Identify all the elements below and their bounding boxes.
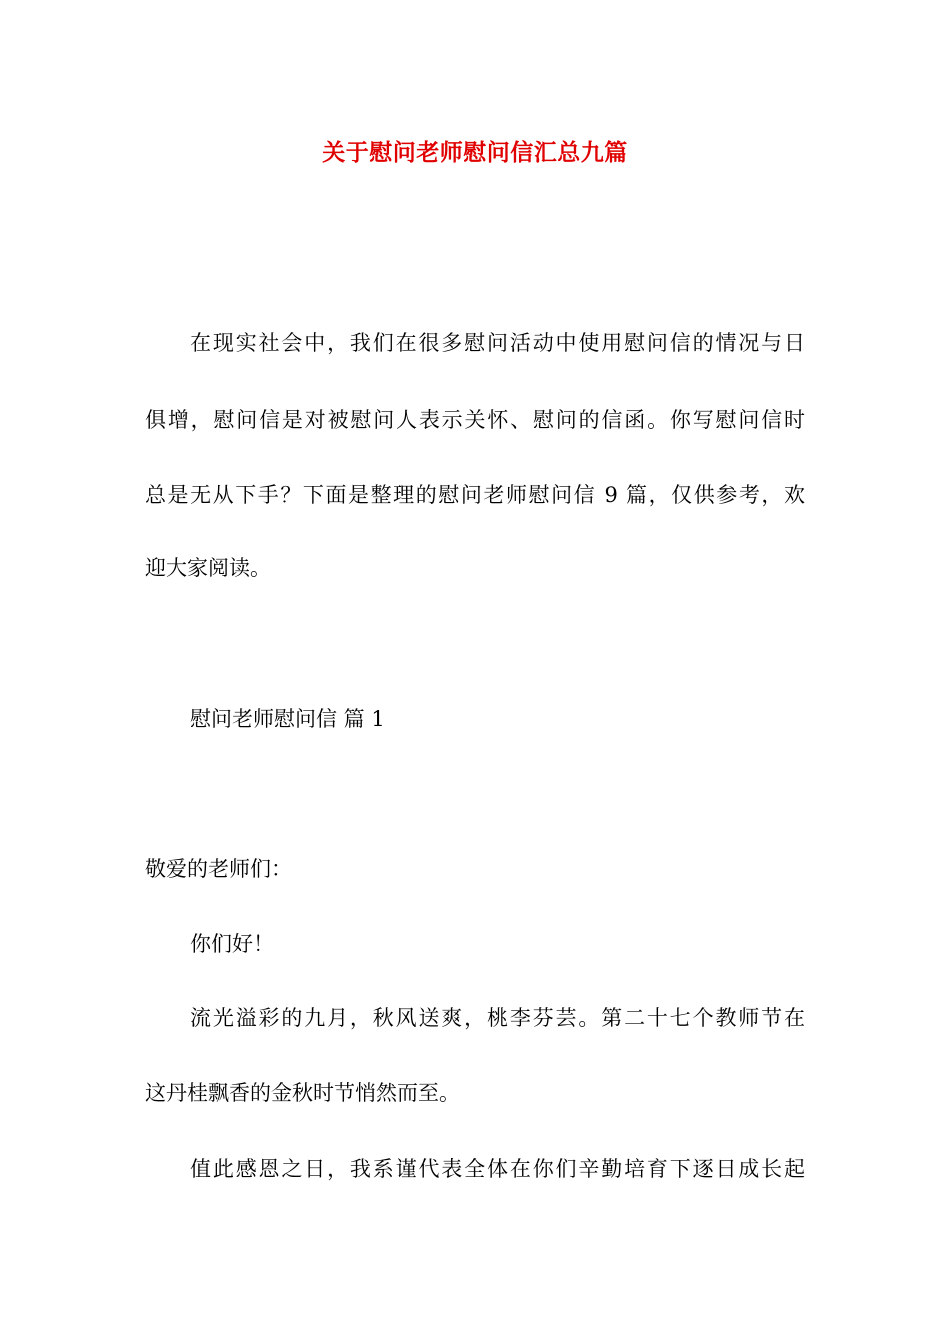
intro-line-2: 俱增，慰问信是对被慰问人表示关怀、慰问的信函。你写慰问信时 [145,408,805,432]
paragraph-1-line-1: 流光溢彩的九月，秋风送爽，桃李芬芸。第二十七个教师节在 [190,1006,805,1030]
paragraph-2-line-1: 值此感恩之日，我系谨代表全体在你们辛勤培育下逐日成长起 [190,1157,805,1181]
document-title: 关于慰问老师慰问信汇总九篇 [322,139,628,166]
greeting: 你们好！ [190,932,274,956]
section-heading: 慰问老师慰问信 篇 1 [190,707,385,731]
intro-line-1: 在现实社会中，我们在很多慰问活动中使用慰问信的情况与日 [190,331,805,355]
paragraph-1-line-2: 这丹桂飘香的金秋时节悄然而至。 [145,1081,460,1105]
intro-line-3: 总是无从下手？下面是整理的慰问老师慰问信 9 篇，仅供参考，欢 [145,483,805,507]
intro-line-4: 迎大家阅读。 [145,556,271,580]
salutation: 敬爱的老师们： [145,857,292,881]
